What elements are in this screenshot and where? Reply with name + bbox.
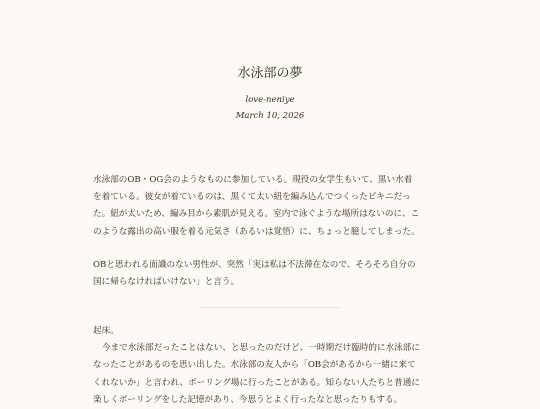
post-date: March 10, 2026 xyxy=(235,111,305,121)
paragraph-dream-2 xyxy=(93,257,449,291)
paragraph-waking xyxy=(93,323,449,409)
post-author[interactable]: love-neniye xyxy=(245,95,295,105)
text-line: 楽しくボーリングをした記憶があり、今思うとよく行ったなと思ったりもする。 xyxy=(93,394,403,405)
section-divider xyxy=(200,307,340,308)
text-line: を着ている。彼女が着ているのは、黒くて太い紐を編み込んでつくったビキニだっ xyxy=(93,192,411,203)
post-title: 水泳部の夢 xyxy=(237,66,303,81)
text-line: 今まで水泳部だったことはない、と思ったのだけど、一時期だけ臨時的に水泳部に xyxy=(102,343,420,354)
text-line: 水泳部のOB・OG会のようなものに参加している。現役の女学生もいて、黒い水着 xyxy=(93,175,413,185)
text-line: た。紐が太いため、編み目から素肌が見える。室内で泳ぐような場所はないのに、こ xyxy=(93,209,420,220)
text-line: 起床。 xyxy=(93,326,119,336)
text-line: OBと思われる面識のない男性が、突然「実は私は不法滞在なので、そろそろ自分の xyxy=(93,260,416,270)
text-line: 国に帰らなければいけない」と言う。 xyxy=(93,277,240,288)
text-line: なったことがあるのを思い出した。水泳部の友人から「OB会があるから一緒に来て xyxy=(93,360,416,371)
post-header xyxy=(0,64,540,122)
paragraph-dream-1 xyxy=(93,172,449,241)
text-line: のような露出の高い服を着る元気さ（あるいは覚悟）に、ちょっと臆してしまった。 xyxy=(93,226,420,237)
text-line: くれないか」と言われ、ボーリング場に行ったことがある。知らない人たちと普通に xyxy=(93,377,420,388)
